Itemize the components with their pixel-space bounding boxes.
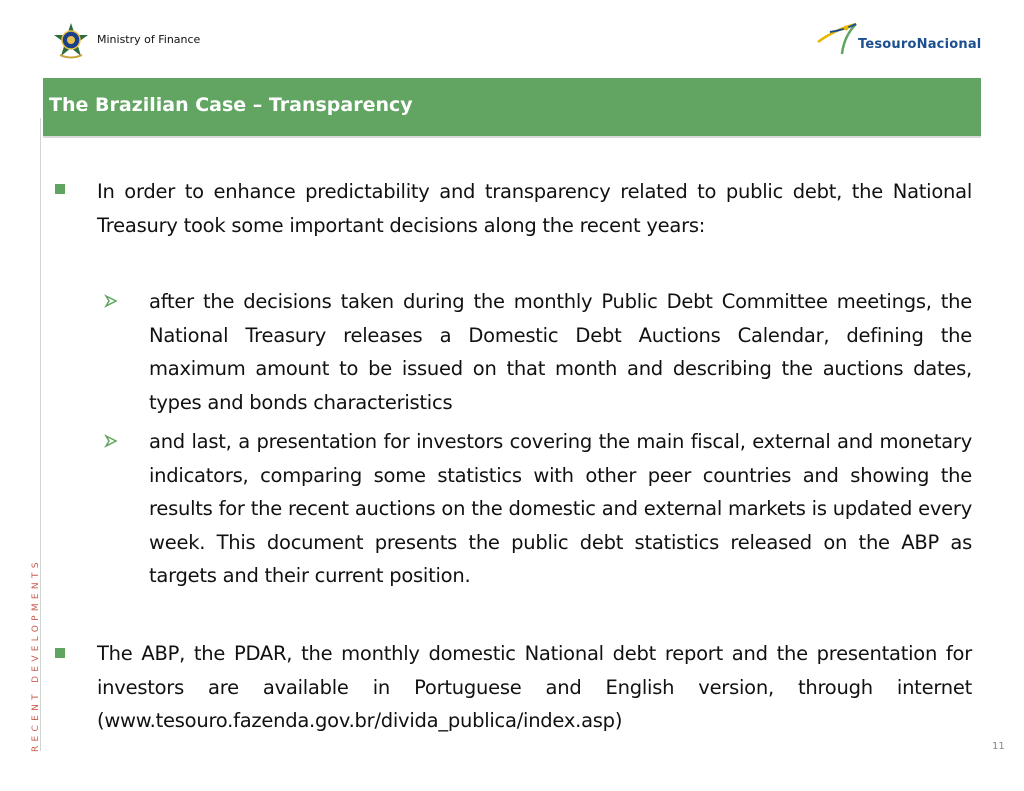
side-section-label: RECENT DEVELOPMENTS <box>31 558 41 752</box>
logo-word-nacional: Nacional <box>916 37 982 52</box>
ministry-label: Ministry of Finance <box>97 33 201 46</box>
tesouro-nacional-wordmark <box>858 37 981 52</box>
bullet-text-2: The ABP, the PDAR, the monthly domestic National debt report and the presentation for investors are available in Portuguese and English version, through internet (www.tesouro.fazenda.gov.br/divida_publica/index.asp) <box>97 642 972 732</box>
arrow-bullet-icon <box>104 434 118 448</box>
bullet-text-1: In order to enhance predictability and transparency related to public debt, the National Treasury took some important decisions along the recent years: <box>97 180 972 237</box>
logo-word-tesouro: Tesouro <box>858 37 917 52</box>
sub-bullet-text-2: and last, a presentation for investors covering the main fiscal, external and monetary indicators, comparing some statistics with other peer countries and showing the results for the recent auctions on the domestic and external markets is updated every week. This document presents the public debt statistics released on the ABP as targets and their current position. <box>149 430 972 587</box>
square-bullet-icon <box>55 184 65 194</box>
brazil-coat-of-arms-icon <box>52 22 90 60</box>
slide-title: The Brazilian Case – Transparency <box>49 94 413 116</box>
sub-bullet-text-1: after the decisions taken during the monthly Public Debt Committee meetings, the National Treasury releases a Domestic Debt Auctions Calendar, defining the maximum amount to be issued on that month and describing the auctions dates, types and bonds characteristics <box>149 290 972 414</box>
arrow-bullet-icon <box>104 294 118 308</box>
slide-header <box>0 0 1024 78</box>
page-number: 11 <box>992 741 1005 752</box>
square-bullet-icon <box>55 648 65 658</box>
title-banner <box>43 78 981 138</box>
